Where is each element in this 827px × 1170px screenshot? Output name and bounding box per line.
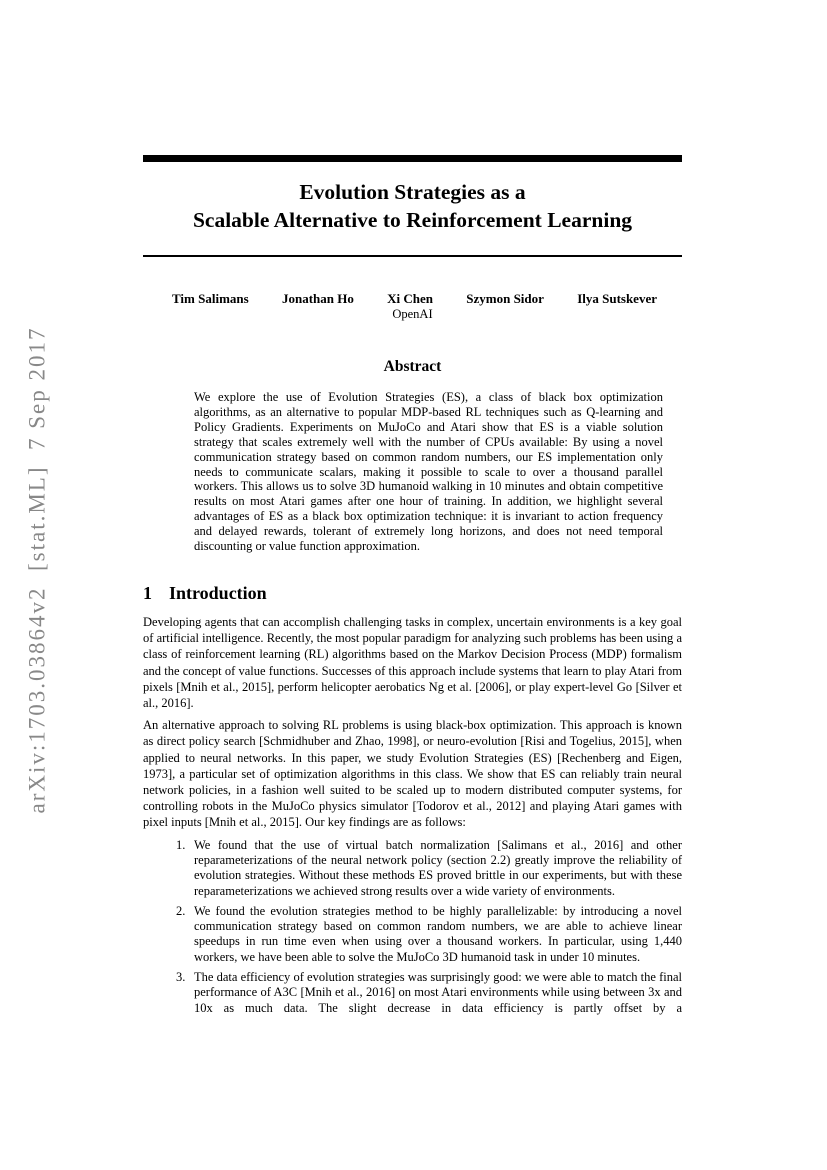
section-heading-introduction bbox=[143, 584, 682, 602]
author-name: Jonathan Ho bbox=[281, 291, 354, 306]
author-name: Tim Salimans bbox=[172, 291, 249, 306]
abstract-text: We explore the use of Evolution Strategies (ES), a class of black box optimization algorithms, as an alternative to popular MDP-based RL techniques such as Q-learning and Policy Gradients. Experiments on MuJoCo and Atari show that ES is a viable solution strategy that scales extremely well with the number of CPUs available: By using a novel communication strategy based on common random numbers, our ES implementation only needs to communicate scalars, making it possible to scale to over a thousand parallel workers. This allows us to solve 3D humanoid walking in 10 minutes and obtain competitive results on most Atari games after one hour of training. In addition, we highlight several advantages of ES as a black box optimization technique: it is invariant to action frequency and delayed rewards, tolerant of extremely long horizons, and does not need temporal discounting or value function approximation. bbox=[194, 390, 663, 554]
intro-paragraph-2: An alternative approach to solving RL problems is using black-box optimization. This approach is known as direct policy search [Schmidhuber and Zhao, 1998], or neuro-evolution [Risi and Togelius, 2015], when applied to neural networks. In this paper, we study Evolution Strategies (ES) [Rechenberg and Eigen, 1973], a particular set of optimization algorithms in this class. We show that ES can reliably train neural network policies, in a fashion well suited to be scaled up to modern distributed computer systems, for controlling robots in the MuJoCo physics simulator [Todorov et al., 2012] and playing Atari games with pixel inputs [Mnih et al., 2015]. Our key findings are as follows: bbox=[143, 718, 682, 830]
list-item-text: The data efficiency of evolution strategies was surprisingly good: we were able to match the final performance of A3C [Mnih et al., 2016] on most Atari environments while using between 3x and 10x as much data. The slight decrease in data efficiency is partly offset by a bbox=[194, 969, 682, 1015]
section-number: 1 bbox=[143, 582, 152, 603]
list-item bbox=[176, 904, 682, 965]
abstract-heading: Abstract bbox=[383, 358, 442, 375]
intro-paragraph-1: Developing agents that can accomplish challenging tasks in complex, uncertain environments is a key goal of artificial intelligence. Recently, the most popular paradigm for analyzing such problems has been using a class of reinforcement learning (RL) algorithms based on the Markov Decision Process (MDP) formalism and the concept of value functions. Successes of this approach include systems that learn to play Atari from pixels [Mnih et al., 2015], perform helicopter aerobatics Ng et al. [2006], or play expert-level Go [Silver et al., 2016]. bbox=[143, 614, 682, 710]
title-rule-bottom bbox=[143, 255, 682, 257]
paper-title bbox=[143, 179, 682, 234]
arxiv-watermark-text: arXiv:1703.03864v2 [stat.ML] 7 Sep 2017 bbox=[24, 326, 50, 814]
list-item-number: 1. bbox=[176, 837, 186, 852]
key-findings-list bbox=[143, 838, 682, 1016]
author-name: Xi Chen bbox=[387, 291, 433, 306]
list-item-text: We found that the use of virtual batch normalization [Salimans et al., 2016] and other reparameterizations of the neural network policy (section 2.2) greatly improve the reliability of evolution strategies. Without these methods ES proved brittle in our experiments, but with these reparameterizations we achieved strong results over a wide variety of environments. bbox=[194, 837, 682, 898]
section-title: Introduction bbox=[169, 582, 267, 603]
affiliation: OpenAI bbox=[392, 307, 433, 321]
author-name: Szymon Sidor bbox=[466, 291, 544, 306]
title-rule-top bbox=[143, 155, 682, 162]
list-item-number: 2. bbox=[176, 903, 186, 918]
list-item-number: 3. bbox=[176, 969, 186, 984]
author-name: Ilya Sutskever bbox=[577, 291, 657, 306]
list-item-text: We found the evolution strategies method to be highly parallelizable: by introducing a novel communication strategy based on common random numbers, we are able to achieve linear speedups in run time even when using over a thousand workers. In particular, using 1,440 workers, we have been able to solve the MuJoCo 3D humanoid task in under 10 minutes. bbox=[194, 903, 682, 964]
author-list bbox=[143, 291, 682, 306]
list-item bbox=[176, 838, 682, 899]
arxiv-watermark bbox=[12, 290, 62, 850]
paper-title-line1: Evolution Strategies as a bbox=[299, 180, 526, 204]
paper-content bbox=[143, 0, 682, 1016]
paper-title-line2: Scalable Alternative to Reinforcement Learning bbox=[192, 207, 633, 232]
list-item bbox=[176, 970, 682, 1016]
